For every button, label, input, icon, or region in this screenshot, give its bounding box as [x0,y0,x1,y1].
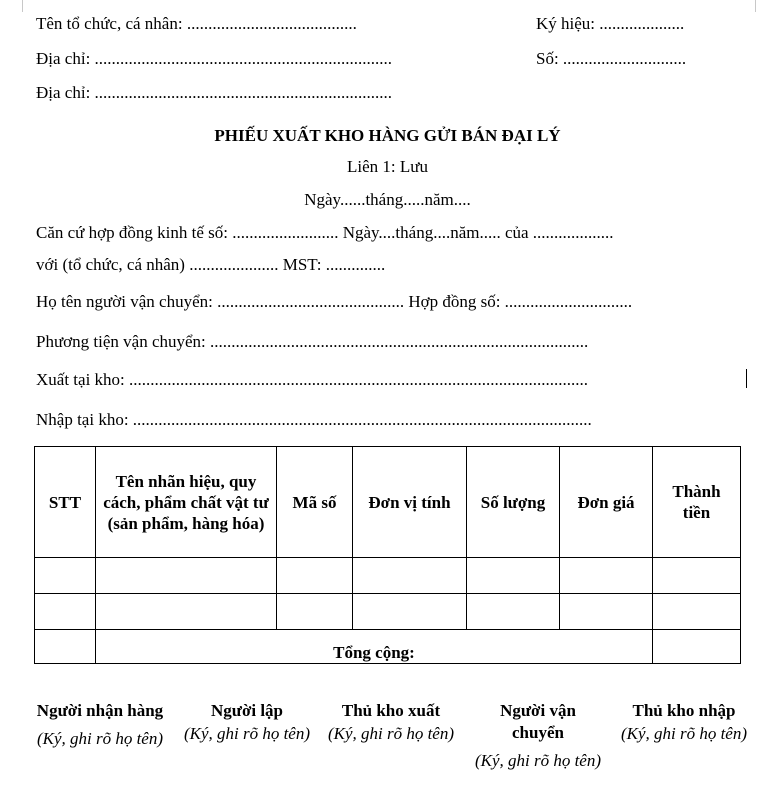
signature-role: Người nhận hàng [36,701,164,720]
table-cell[interactable] [35,594,96,630]
table-cell[interactable] [35,558,96,594]
total-label: Tổng cộng: [96,630,653,664]
total-row [35,630,741,664]
goods-table [34,446,741,664]
copy-label: Liên 1: Lưu [347,157,428,176]
signature-carrier [474,700,602,772]
number-line: Số: ............................. [536,49,687,68]
signature-receiver [36,700,164,750]
col-header-unit-price: Đơn giá [560,447,653,558]
export-warehouse-line: Xuất tại kho: ............................................................................................................ [36,370,589,389]
table-cell[interactable] [467,558,560,594]
col-header-stt: STT [35,447,96,558]
import-warehouse-line: Nhập tại kho: ............................................................................................................ [36,410,592,429]
signature-hint: (Ký, ghi rõ họ tên) [327,724,455,743]
table-cell[interactable] [653,594,741,630]
contract-party-line: với (tổ chức, cá nhân) ..................... MST: .............. [36,255,386,274]
signature-hint: (Ký, ghi rõ họ tên) [183,724,311,743]
col-header-unit: Đơn vị tính [353,447,467,558]
signature-export-keeper [327,700,455,745]
symbol-line: Ký hiệu: .................... [536,14,685,33]
address-line-2: Địa chỉ: ...................................................................... [36,83,393,102]
document-date: Ngày......tháng.....năm.... [304,190,471,209]
table-cell[interactable] [96,558,277,594]
table-cell[interactable] [277,594,353,630]
signature-role: Người lập [210,701,284,720]
table-cell[interactable] [353,594,467,630]
table-header-row [35,447,741,558]
signature-import-keeper [620,700,748,745]
margin-mark [755,0,756,12]
document-title: PHIẾU XUẤT KHO HÀNG GỬI BÁN ĐẠI LÝ [214,126,561,145]
table-cell[interactable] [560,594,653,630]
signature-hint: (Ký, ghi rõ họ tên) [474,751,602,770]
table-cell[interactable] [653,558,741,594]
table-row [35,594,741,630]
contract-line: Căn cứ hợp đồng kinh tế số: ......................... Ngày....tháng....năm..... của ................... [36,223,614,242]
signature-role: Thủ kho xuất [341,701,441,720]
table-cell[interactable] [467,594,560,630]
col-header-item-name: Tên nhãn hiệu, quy cách, phẩm chất vật tư (sản phẩm, hàng hóa) [96,447,277,558]
text-cursor [746,369,747,388]
col-header-amount: Thành tiền [653,447,741,558]
table-cell[interactable] [560,558,653,594]
table-cell[interactable] [96,594,277,630]
vehicle-line: Phương tiện vận chuyển: ......................................................................................... [36,332,589,351]
signature-hint: (Ký, ghi rõ họ tên) [36,729,164,748]
total-amount-cell[interactable] [653,630,741,664]
signature-role: Người vận chuyển [500,701,576,742]
table-cell[interactable] [277,558,353,594]
address-line-1: Địa chỉ: ...................................................................... [36,49,393,68]
org-name-line: Tên tổ chức, cá nhân: ........................................ [36,14,357,33]
signature-preparer [183,700,311,745]
col-header-quantity: Số lượng [467,447,560,558]
table-cell[interactable] [353,558,467,594]
signature-role: Thủ kho nhập [632,701,736,720]
col-header-code: Mã số [277,447,353,558]
table-cell[interactable] [35,630,96,664]
table-row [35,558,741,594]
carrier-name-line: Họ tên người vận chuyển: ............................................ Hợp đồng số: .............................. [36,292,633,311]
margin-mark [22,0,23,12]
signature-hint: (Ký, ghi rõ họ tên) [620,724,748,743]
